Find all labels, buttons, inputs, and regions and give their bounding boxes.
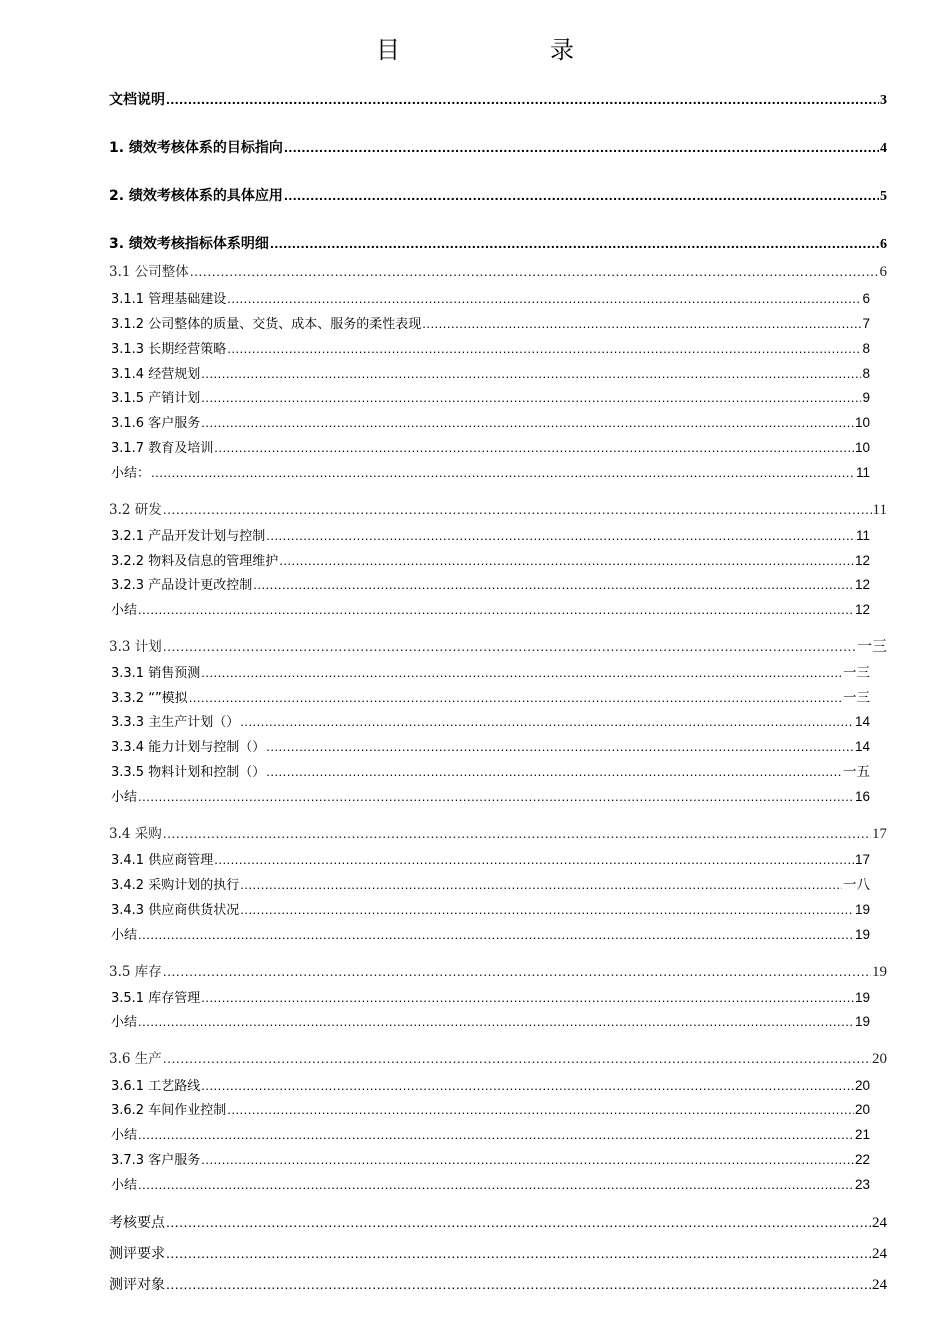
dot-leader [227, 288, 861, 310]
toc-entry[interactable] [111, 313, 870, 335]
toc-entry-page-number: 21 [854, 1127, 870, 1142]
dot-leader [163, 498, 872, 520]
toc-entry-label: 测评要求 [109, 1246, 165, 1262]
toc-entry[interactable] [109, 184, 887, 206]
toc-entry[interactable] [111, 387, 870, 409]
toc-entry-label: 小结 [111, 1128, 138, 1143]
dot-leader [201, 987, 854, 1009]
toc-entry-page-number: 11 [855, 528, 870, 543]
toc-entry-page-number: 19 [854, 990, 870, 1005]
toc-entry-page-number: 19 [872, 964, 887, 980]
toc-entry[interactable] [109, 232, 887, 254]
dot-leader [266, 761, 842, 783]
toc-entry-label: 3.3.5 物料计划和控制（） [111, 765, 266, 780]
toc-entry-page-number: 17 [872, 826, 887, 842]
toc-entry[interactable] [111, 736, 870, 758]
toc-entry-label: 文档说明 [109, 92, 165, 108]
toc-entry-label: 3.3.4 能力计划与控制（） [111, 740, 266, 755]
toc-entry[interactable] [109, 136, 887, 158]
dot-leader [201, 412, 854, 434]
toc-entry[interactable] [111, 412, 870, 434]
toc-entry-label: 3.2 研发 [109, 502, 162, 518]
dot-leader [138, 786, 854, 808]
toc-entry-label: 3.3.3 主生产计划（） [111, 715, 240, 730]
dot-leader [253, 574, 854, 596]
toc-entry-page-number: 24 [872, 1246, 887, 1262]
toc-entry[interactable] [111, 711, 870, 733]
toc-entry-label: 3.3.2 “”模拟 [111, 691, 188, 706]
dot-leader [163, 1047, 871, 1069]
dot-leader [138, 599, 854, 621]
toc-entry-label: 3. 绩效考核指标体系明细 [109, 236, 269, 252]
toc-entry-page-number: 22 [854, 1152, 870, 1167]
toc-entry-label: 3.4.1 供应商管理 [111, 853, 214, 868]
dot-leader [190, 260, 879, 282]
toc-entry-label: 3.3 计划 [109, 639, 162, 655]
dot-leader [214, 437, 854, 459]
toc-entry[interactable] [111, 1149, 870, 1171]
toc-entry-label: 3.1 公司整体 [109, 264, 189, 280]
toc-entry[interactable] [111, 687, 870, 709]
toc-entry-label: 3.3.1 销售预测 [111, 666, 201, 681]
dot-leader [138, 1124, 854, 1146]
toc-entry-page-number: 19 [854, 927, 870, 942]
toc-entry[interactable] [111, 849, 870, 871]
toc-entry-label: 3.6.2 车间作业控制 [111, 1103, 227, 1118]
toc-entry-label: 3.7.3 客户服务 [111, 1153, 201, 1168]
dot-leader [214, 849, 854, 871]
dot-leader [266, 525, 855, 547]
toc-entry-page-number: 7 [862, 316, 870, 331]
toc-entry-label: 3.1.6 客户服务 [111, 416, 201, 431]
toc-entry-label: 3.2.1 产品开发计划与控制 [111, 529, 266, 544]
toc-entry[interactable] [109, 1273, 887, 1295]
toc-entry-label: 考核要点 [109, 1215, 165, 1231]
toc-entry[interactable] [111, 437, 870, 459]
dot-leader [284, 184, 879, 206]
dot-leader [189, 687, 842, 709]
toc-entry-label: 3.4 采购 [109, 826, 162, 842]
dot-leader [138, 1174, 854, 1196]
toc-entry-page-number: 8 [862, 366, 870, 381]
toc-entry-page-number: 6 [880, 237, 887, 252]
toc-entry[interactable] [111, 662, 870, 684]
dot-leader [201, 387, 861, 409]
toc-entry[interactable] [109, 1242, 887, 1264]
toc-entry-page-number: 20 [854, 1078, 870, 1093]
toc-entry[interactable] [111, 525, 870, 547]
toc-entry-label: 小结： [111, 466, 151, 481]
toc-entry-label: 1. 绩效考核体系的目标指向 [109, 140, 283, 156]
toc-entry-page-number: 一八 [843, 877, 870, 892]
dot-leader [163, 960, 871, 982]
toc-entry-label: 3.6.1 工艺路线 [111, 1079, 201, 1094]
dot-leader [201, 1149, 854, 1171]
toc-entry[interactable] [111, 338, 870, 360]
dot-leader [166, 1211, 871, 1233]
toc-entry[interactable] [109, 88, 887, 110]
toc-entry-page-number: 5 [880, 189, 887, 204]
toc-entry-page-number: 24 [872, 1215, 887, 1231]
dot-leader [266, 736, 854, 758]
toc-entry-label: 3.4.3 供应商供货状况 [111, 903, 240, 918]
toc-entry-label: 3.2.3 产品设计更改控制 [111, 578, 253, 593]
toc-entry[interactable] [111, 550, 870, 572]
toc-entry-page-number: 10 [854, 415, 870, 430]
dot-leader [201, 662, 842, 684]
toc-entry-page-number: 23 [854, 1177, 870, 1192]
toc-entry[interactable] [111, 786, 870, 808]
dot-leader [284, 136, 879, 158]
toc-entry[interactable] [111, 1075, 870, 1097]
toc-entry[interactable] [111, 599, 870, 621]
dot-leader [138, 1011, 854, 1033]
dot-leader [163, 822, 871, 844]
toc-entry[interactable] [111, 1174, 870, 1196]
toc-entry[interactable] [109, 822, 887, 844]
toc-entry-label: 3.6 生产 [109, 1051, 162, 1067]
toc-entry-page-number: 10 [854, 440, 870, 455]
toc-entry-page-number: 11 [855, 465, 870, 480]
toc-entry-page-number: 14 [854, 739, 870, 754]
toc-entry[interactable] [111, 899, 870, 921]
toc-entry-page-number: 一三 [856, 639, 887, 655]
toc-entry-page-number: 20 [854, 1102, 870, 1117]
toc-entry[interactable] [111, 874, 870, 896]
toc-entry-label: 小结 [111, 790, 138, 805]
toc-entry-page-number: 一三 [843, 690, 870, 705]
toc-entry-page-number: 3 [880, 93, 887, 108]
toc-entry[interactable] [111, 574, 870, 596]
dot-leader [201, 363, 861, 385]
toc-entry[interactable] [109, 635, 887, 657]
dot-leader [201, 1075, 854, 1097]
toc-entry-page-number: 19 [854, 902, 870, 917]
dot-leader [270, 232, 879, 254]
toc-entry-label: 3.1.3 长期经营策略 [111, 342, 227, 357]
page-title: 目录 [376, 36, 724, 64]
toc-entry-page-number: 一五 [843, 764, 870, 779]
toc-entry-label: 3.1.1 管理基础建设 [111, 292, 227, 307]
toc-entry[interactable] [111, 1011, 870, 1033]
dot-leader [240, 874, 842, 896]
toc-entry-label: 3.1.4 经营规划 [111, 367, 201, 382]
toc-entry[interactable] [109, 1047, 887, 1069]
toc-entry[interactable] [111, 761, 870, 783]
toc-entry-page-number: 14 [854, 714, 870, 729]
toc-entry-label: 3.2.2 物料及信息的管理维护 [111, 554, 279, 569]
toc-entry-page-number: 12 [854, 553, 870, 568]
dot-leader [163, 635, 856, 657]
dot-leader [240, 711, 854, 733]
toc-entry[interactable] [109, 960, 887, 982]
toc-entry-page-number: 6 [879, 264, 887, 280]
toc-entry-page-number: 12 [854, 577, 870, 592]
dot-leader [240, 899, 854, 921]
toc-entry-label: 3.5.1 库存管理 [111, 991, 201, 1006]
toc-entry-page-number: 17 [854, 852, 870, 867]
toc-entry[interactable] [109, 1211, 887, 1233]
toc-entry[interactable] [111, 1099, 870, 1121]
toc-entry-page-number: 24 [872, 1277, 887, 1293]
toc-entry-label: 3.4.2 采购计划的执行 [111, 878, 240, 893]
dot-leader [166, 1242, 871, 1264]
toc-entry-label: 2. 绩效考核体系的具体应用 [109, 188, 283, 204]
toc-entry-page-number: 一三 [843, 665, 870, 680]
toc-entry[interactable] [111, 363, 870, 385]
dot-leader [151, 462, 855, 484]
toc-entry-page-number: 12 [854, 602, 870, 617]
toc-entry-page-number: 19 [854, 1014, 870, 1029]
toc-entry[interactable] [111, 288, 870, 310]
dot-leader [279, 550, 854, 572]
dot-leader [422, 313, 861, 335]
toc-entry-label: 3.1.5 产销计划 [111, 391, 201, 406]
toc-entry[interactable] [111, 924, 870, 946]
toc-entry-page-number: 11 [872, 502, 887, 518]
dot-leader [166, 1273, 871, 1295]
toc-entry-page-number: 4 [880, 141, 887, 156]
toc-entry-label: 测评对象 [109, 1277, 165, 1293]
toc-entry[interactable] [109, 498, 887, 520]
toc-entry[interactable] [111, 1124, 870, 1146]
toc-entry-page-number: 9 [862, 390, 870, 405]
dot-leader [227, 338, 861, 360]
dot-leader [166, 88, 879, 110]
toc-entry[interactable] [111, 462, 870, 484]
toc-entry-label: 小结 [111, 1178, 138, 1193]
toc-entry-page-number: 8 [862, 341, 870, 356]
toc-entry-page-number: 20 [872, 1051, 887, 1067]
toc-entry-label: 3.1.2 公司整体的质量、交货、成本、服务的柔性表现 [111, 317, 422, 332]
toc-entry-page-number: 6 [862, 291, 870, 306]
dot-leader [138, 924, 854, 946]
toc-entry-label: 3.1.7 教育及培训 [111, 441, 214, 456]
toc-entry-label: 小结 [111, 1015, 138, 1030]
toc-entry-label: 小结 [111, 928, 138, 943]
toc-entry-page-number: 16 [854, 789, 870, 804]
toc-entry[interactable] [111, 987, 870, 1009]
dot-leader [227, 1099, 854, 1121]
toc-entry[interactable] [109, 260, 887, 282]
toc-entry-label: 3.5 库存 [109, 964, 162, 980]
toc-entry-label: 小结 [111, 603, 138, 618]
